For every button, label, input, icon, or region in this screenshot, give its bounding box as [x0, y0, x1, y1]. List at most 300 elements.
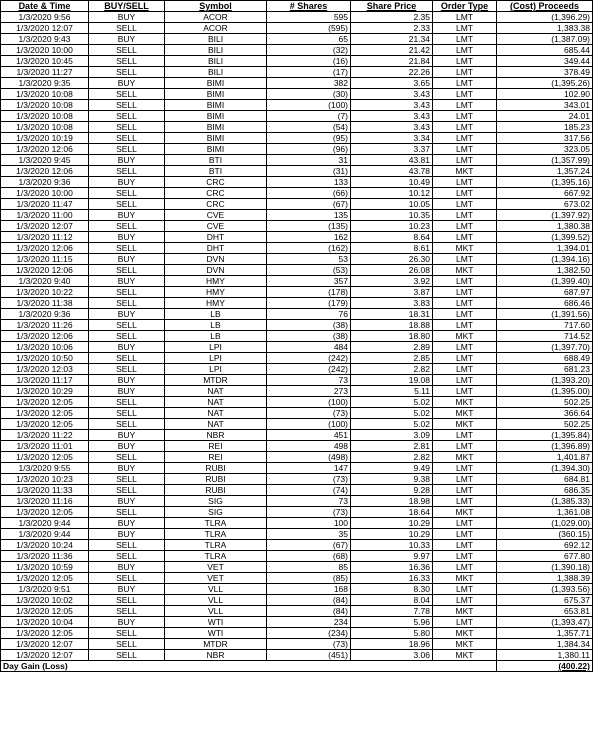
order-type-cell: MKT: [433, 507, 497, 518]
symbol-cell: RUBI: [165, 485, 267, 496]
cost-proceeds-cell: (1,393.47): [497, 617, 593, 628]
cost-proceeds-cell: (1,029.00): [497, 518, 593, 529]
order-type-cell: LMT: [433, 551, 497, 562]
shares-cell: (242): [267, 364, 351, 375]
order-type-cell: LMT: [433, 67, 497, 78]
symbol-cell: DHT: [165, 232, 267, 243]
share-price-cell: 19.08: [351, 375, 433, 386]
share-price-cell: 9.49: [351, 463, 433, 474]
share-price-cell: 10.12: [351, 188, 433, 199]
buy-sell-cell: BUY: [89, 617, 165, 628]
date-time-cell: 1/3/2020 10:50: [1, 353, 89, 364]
date-time-cell: 1/3/2020 9:36: [1, 309, 89, 320]
shares-cell: (95): [267, 133, 351, 144]
header-share-price: Share Price: [351, 1, 433, 12]
table-row: [1, 298, 593, 309]
order-type-cell: MKT: [433, 408, 497, 419]
symbol-cell: HMY: [165, 287, 267, 298]
symbol-cell: CRC: [165, 199, 267, 210]
cost-proceeds-cell: (1,395.16): [497, 177, 593, 188]
shares-cell: (73): [267, 507, 351, 518]
date-time-cell: 1/3/2020 10:04: [1, 617, 89, 628]
date-time-cell: 1/3/2020 9:55: [1, 463, 89, 474]
symbol-cell: ACOR: [165, 23, 267, 34]
order-type-cell: LMT: [433, 89, 497, 100]
buy-sell-cell: BUY: [89, 254, 165, 265]
shares-cell: 65: [267, 34, 351, 45]
symbol-cell: BIMI: [165, 111, 267, 122]
date-time-cell: 1/3/2020 11:36: [1, 551, 89, 562]
order-type-cell: MKT: [433, 331, 497, 342]
cost-proceeds-cell: 688.49: [497, 353, 593, 364]
symbol-cell: LPI: [165, 342, 267, 353]
table-row: [1, 276, 593, 287]
table-row: [1, 617, 593, 628]
symbol-cell: LPI: [165, 364, 267, 375]
share-price-cell: 3.83: [351, 298, 433, 309]
share-price-cell: 3.43: [351, 89, 433, 100]
shares-cell: 76: [267, 309, 351, 320]
buy-sell-cell: SELL: [89, 595, 165, 606]
table-row: [1, 144, 593, 155]
share-price-cell: 9.28: [351, 485, 433, 496]
order-type-cell: LMT: [433, 309, 497, 320]
shares-cell: 73: [267, 496, 351, 507]
order-type-cell: LMT: [433, 617, 497, 628]
order-type-cell: LMT: [433, 177, 497, 188]
date-time-cell: 1/3/2020 12:07: [1, 23, 89, 34]
table-row: [1, 23, 593, 34]
cost-proceeds-cell: (1,387.09): [497, 34, 593, 45]
date-time-cell: 1/3/2020 11:22: [1, 430, 89, 441]
symbol-cell: BIMI: [165, 133, 267, 144]
symbol-cell: DVN: [165, 265, 267, 276]
table-row: [1, 45, 593, 56]
shares-cell: (242): [267, 353, 351, 364]
shares-cell: 100: [267, 518, 351, 529]
shares-cell: (7): [267, 111, 351, 122]
cost-proceeds-cell: 1,401.87: [497, 452, 593, 463]
shares-cell: (31): [267, 166, 351, 177]
cost-proceeds-cell: (1,393.20): [497, 375, 593, 386]
order-type-cell: LMT: [433, 23, 497, 34]
table-row: [1, 595, 593, 606]
table-row: [1, 309, 593, 320]
table-row: [1, 56, 593, 67]
symbol-cell: NBR: [165, 650, 267, 661]
order-type-cell: LMT: [433, 353, 497, 364]
buy-sell-cell: SELL: [89, 89, 165, 100]
buy-sell-cell: SELL: [89, 540, 165, 551]
symbol-cell: CVE: [165, 221, 267, 232]
shares-cell: (135): [267, 221, 351, 232]
table-row: [1, 177, 593, 188]
date-time-cell: 1/3/2020 10:45: [1, 56, 89, 67]
date-time-cell: 1/3/2020 12:05: [1, 397, 89, 408]
share-price-cell: 43.81: [351, 155, 433, 166]
symbol-cell: LB: [165, 320, 267, 331]
shares-cell: 168: [267, 584, 351, 595]
buy-sell-cell: BUY: [89, 309, 165, 320]
share-price-cell: 9.97: [351, 551, 433, 562]
order-type-cell: MKT: [433, 397, 497, 408]
shares-cell: (100): [267, 397, 351, 408]
share-price-cell: 2.85: [351, 353, 433, 364]
buy-sell-cell: BUY: [89, 12, 165, 23]
table-row: [1, 265, 593, 276]
table-row: [1, 243, 593, 254]
date-time-cell: 1/3/2020 12:07: [1, 650, 89, 661]
shares-cell: 498: [267, 441, 351, 452]
shares-cell: (54): [267, 122, 351, 133]
cost-proceeds-cell: 692.12: [497, 540, 593, 551]
order-type-cell: LMT: [433, 199, 497, 210]
share-price-cell: 26.08: [351, 265, 433, 276]
shares-cell: (100): [267, 419, 351, 430]
header-order-type: Order Type: [433, 1, 497, 12]
share-price-cell: 2.33: [351, 23, 433, 34]
order-type-cell: LMT: [433, 45, 497, 56]
shares-cell: 382: [267, 78, 351, 89]
buy-sell-cell: SELL: [89, 419, 165, 430]
table-row: [1, 441, 593, 452]
date-time-cell: 1/3/2020 12:06: [1, 166, 89, 177]
table-row: [1, 485, 593, 496]
symbol-cell: NAT: [165, 408, 267, 419]
symbol-cell: SIG: [165, 496, 267, 507]
share-price-cell: 8.04: [351, 595, 433, 606]
symbol-cell: HMY: [165, 276, 267, 287]
shares-cell: (73): [267, 408, 351, 419]
table-row: [1, 375, 593, 386]
symbol-cell: VLL: [165, 606, 267, 617]
date-time-cell: 1/3/2020 10:29: [1, 386, 89, 397]
date-time-cell: 1/3/2020 12:06: [1, 243, 89, 254]
date-time-cell: 1/3/2020 9:56: [1, 12, 89, 23]
share-price-cell: 8.61: [351, 243, 433, 254]
order-type-cell: LMT: [433, 430, 497, 441]
date-time-cell: 1/3/2020 10:00: [1, 188, 89, 199]
table-row: [1, 320, 593, 331]
cost-proceeds-cell: 687.97: [497, 287, 593, 298]
buy-sell-cell: SELL: [89, 133, 165, 144]
cost-proceeds-cell: 502.25: [497, 397, 593, 408]
symbol-cell: BILI: [165, 56, 267, 67]
table-row: [1, 419, 593, 430]
order-type-cell: LMT: [433, 474, 497, 485]
buy-sell-cell: BUY: [89, 78, 165, 89]
shares-cell: (30): [267, 89, 351, 100]
cost-proceeds-cell: 673.02: [497, 199, 593, 210]
share-price-cell: 5.80: [351, 628, 433, 639]
order-type-cell: LMT: [433, 320, 497, 331]
shares-cell: 273: [267, 386, 351, 397]
table-row: [1, 573, 593, 584]
date-time-cell: 1/3/2020 10:59: [1, 562, 89, 573]
order-type-cell: LMT: [433, 562, 497, 573]
date-time-cell: 1/3/2020 10:19: [1, 133, 89, 144]
header-symbol: Symbol: [165, 1, 267, 12]
share-price-cell: 2.35: [351, 12, 433, 23]
symbol-cell: VET: [165, 562, 267, 573]
date-time-cell: 1/3/2020 10:23: [1, 474, 89, 485]
date-time-cell: 1/3/2020 11:01: [1, 441, 89, 452]
buy-sell-cell: SELL: [89, 111, 165, 122]
cost-proceeds-cell: 317.56: [497, 133, 593, 144]
order-type-cell: LMT: [433, 122, 497, 133]
order-type-cell: LMT: [433, 111, 497, 122]
order-type-cell: LMT: [433, 276, 497, 287]
date-time-cell: 1/3/2020 10:06: [1, 342, 89, 353]
cost-proceeds-cell: (1,394.16): [497, 254, 593, 265]
table-row: [1, 507, 593, 518]
table-row: [1, 221, 593, 232]
symbol-cell: ACOR: [165, 12, 267, 23]
order-type-cell: LMT: [433, 232, 497, 243]
table-row: [1, 67, 593, 78]
symbol-cell: DVN: [165, 254, 267, 265]
order-type-cell: LMT: [433, 496, 497, 507]
cost-proceeds-cell: 714.52: [497, 331, 593, 342]
order-type-cell: MKT: [433, 243, 497, 254]
shares-cell: 147: [267, 463, 351, 474]
order-type-cell: LMT: [433, 133, 497, 144]
cost-proceeds-cell: (1,399.52): [497, 232, 593, 243]
symbol-cell: CRC: [165, 177, 267, 188]
order-type-cell: MKT: [433, 639, 497, 650]
buy-sell-cell: SELL: [89, 199, 165, 210]
date-time-cell: 1/3/2020 11:38: [1, 298, 89, 309]
share-price-cell: 18.98: [351, 496, 433, 507]
table-row: [1, 463, 593, 474]
date-time-cell: 1/3/2020 9:45: [1, 155, 89, 166]
date-time-cell: 1/3/2020 12:05: [1, 408, 89, 419]
share-price-cell: 5.11: [351, 386, 433, 397]
shares-cell: (451): [267, 650, 351, 661]
buy-sell-cell: SELL: [89, 606, 165, 617]
shares-cell: (84): [267, 595, 351, 606]
buy-sell-cell: BUY: [89, 386, 165, 397]
order-type-cell: LMT: [433, 518, 497, 529]
share-price-cell: 8.64: [351, 232, 433, 243]
date-time-cell: 1/3/2020 11:27: [1, 67, 89, 78]
share-price-cell: 2.82: [351, 364, 433, 375]
buy-sell-cell: SELL: [89, 122, 165, 133]
cost-proceeds-cell: 102.90: [497, 89, 593, 100]
buy-sell-cell: SELL: [89, 100, 165, 111]
shares-cell: 85: [267, 562, 351, 573]
cost-proceeds-cell: (1,391.56): [497, 309, 593, 320]
buy-sell-cell: BUY: [89, 177, 165, 188]
order-type-cell: MKT: [433, 628, 497, 639]
order-type-cell: MKT: [433, 650, 497, 661]
date-time-cell: 1/3/2020 10:08: [1, 122, 89, 133]
table-row: [1, 562, 593, 573]
cost-proceeds-cell: 677.80: [497, 551, 593, 562]
shares-cell: (38): [267, 331, 351, 342]
share-price-cell: 16.36: [351, 562, 433, 573]
symbol-cell: NAT: [165, 386, 267, 397]
date-time-cell: 1/3/2020 12:07: [1, 221, 89, 232]
table-row: [1, 166, 593, 177]
table-row: [1, 155, 593, 166]
table-row: [1, 474, 593, 485]
date-time-cell: 1/3/2020 12:05: [1, 507, 89, 518]
shares-cell: 35: [267, 529, 351, 540]
cost-proceeds-cell: (1,396.89): [497, 441, 593, 452]
cost-proceeds-cell: 323.05: [497, 144, 593, 155]
table-row: [1, 89, 593, 100]
cost-proceeds-cell: (1,395.84): [497, 430, 593, 441]
date-time-cell: 1/3/2020 12:07: [1, 639, 89, 650]
date-time-cell: 1/3/2020 11:12: [1, 232, 89, 243]
table-row: [1, 408, 593, 419]
cost-proceeds-cell: 1,361.08: [497, 507, 593, 518]
symbol-cell: BTI: [165, 155, 267, 166]
trade-rows: [1, 12, 593, 661]
shares-cell: (96): [267, 144, 351, 155]
header-date-time: Date & Time: [1, 1, 89, 12]
share-price-cell: 2.81: [351, 441, 433, 452]
shares-cell: (498): [267, 452, 351, 463]
share-price-cell: 10.29: [351, 518, 433, 529]
symbol-cell: CVE: [165, 210, 267, 221]
shares-cell: (179): [267, 298, 351, 309]
symbol-cell: TLRA: [165, 551, 267, 562]
share-price-cell: 3.09: [351, 430, 433, 441]
table-row: [1, 397, 593, 408]
buy-sell-cell: SELL: [89, 56, 165, 67]
cost-proceeds-cell: 685.44: [497, 45, 593, 56]
share-price-cell: 22.26: [351, 67, 433, 78]
buy-sell-cell: SELL: [89, 221, 165, 232]
symbol-cell: BIMI: [165, 144, 267, 155]
date-time-cell: 1/3/2020 10:24: [1, 540, 89, 551]
table-row: [1, 452, 593, 463]
cost-proceeds-cell: 1,388.39: [497, 573, 593, 584]
buy-sell-cell: SELL: [89, 144, 165, 155]
date-time-cell: 1/3/2020 9:43: [1, 34, 89, 45]
share-price-cell: 18.64: [351, 507, 433, 518]
share-price-cell: 3.43: [351, 111, 433, 122]
symbol-cell: BIMI: [165, 100, 267, 111]
buy-sell-cell: BUY: [89, 518, 165, 529]
buy-sell-cell: SELL: [89, 331, 165, 342]
order-type-cell: MKT: [433, 265, 497, 276]
table-row: [1, 111, 593, 122]
shares-cell: 53: [267, 254, 351, 265]
share-price-cell: 16.33: [351, 573, 433, 584]
shares-cell: (178): [267, 287, 351, 298]
symbol-cell: LB: [165, 331, 267, 342]
cost-proceeds-cell: (1,395.00): [497, 386, 593, 397]
symbol-cell: NAT: [165, 397, 267, 408]
order-type-cell: LMT: [433, 287, 497, 298]
order-type-cell: LMT: [433, 254, 497, 265]
date-time-cell: 1/3/2020 10:22: [1, 287, 89, 298]
share-price-cell: 3.37: [351, 144, 433, 155]
symbol-cell: NAT: [165, 419, 267, 430]
share-price-cell: 3.06: [351, 650, 433, 661]
date-time-cell: 1/3/2020 10:02: [1, 595, 89, 606]
buy-sell-cell: BUY: [89, 276, 165, 287]
symbol-cell: CRC: [165, 188, 267, 199]
buy-sell-cell: SELL: [89, 298, 165, 309]
buy-sell-cell: SELL: [89, 639, 165, 650]
shares-cell: (162): [267, 243, 351, 254]
shares-cell: (67): [267, 199, 351, 210]
table-row: [1, 12, 593, 23]
shares-cell: (74): [267, 485, 351, 496]
buy-sell-cell: SELL: [89, 243, 165, 254]
order-type-cell: LMT: [433, 155, 497, 166]
table-row: [1, 133, 593, 144]
buy-sell-cell: BUY: [89, 496, 165, 507]
cost-proceeds-cell: (1,399.40): [497, 276, 593, 287]
symbol-cell: LB: [165, 309, 267, 320]
share-price-cell: 3.34: [351, 133, 433, 144]
shares-cell: 595: [267, 12, 351, 23]
symbol-cell: HMY: [165, 298, 267, 309]
buy-sell-cell: BUY: [89, 430, 165, 441]
date-time-cell: 1/3/2020 12:03: [1, 364, 89, 375]
buy-sell-cell: BUY: [89, 529, 165, 540]
shares-cell: (16): [267, 56, 351, 67]
symbol-cell: RUBI: [165, 463, 267, 474]
symbol-cell: WTI: [165, 617, 267, 628]
share-price-cell: 9.38: [351, 474, 433, 485]
buy-sell-cell: SELL: [89, 485, 165, 496]
buy-sell-cell: BUY: [89, 375, 165, 386]
order-type-cell: MKT: [433, 166, 497, 177]
symbol-cell: WTI: [165, 628, 267, 639]
table-row: [1, 628, 593, 639]
order-type-cell: LMT: [433, 386, 497, 397]
symbol-cell: LPI: [165, 353, 267, 364]
share-price-cell: 3.43: [351, 122, 433, 133]
date-time-cell: 1/3/2020 12:05: [1, 452, 89, 463]
shares-cell: (73): [267, 474, 351, 485]
order-type-cell: LMT: [433, 34, 497, 45]
order-type-cell: LMT: [433, 375, 497, 386]
order-type-cell: LMT: [433, 100, 497, 111]
date-time-cell: 1/3/2020 12:06: [1, 331, 89, 342]
date-time-cell: 1/3/2020 11:47: [1, 199, 89, 210]
cost-proceeds-cell: (1,393.56): [497, 584, 593, 595]
buy-sell-cell: SELL: [89, 507, 165, 518]
symbol-cell: VLL: [165, 584, 267, 595]
cost-proceeds-cell: 1,380.11: [497, 650, 593, 661]
shares-cell: (595): [267, 23, 351, 34]
buy-sell-cell: BUY: [89, 342, 165, 353]
buy-sell-cell: SELL: [89, 188, 165, 199]
share-price-cell: 5.02: [351, 419, 433, 430]
symbol-cell: TLRA: [165, 540, 267, 551]
cost-proceeds-cell: 667.92: [497, 188, 593, 199]
shares-cell: 357: [267, 276, 351, 287]
shares-cell: (67): [267, 540, 351, 551]
date-time-cell: 1/3/2020 12:05: [1, 419, 89, 430]
cost-proceeds-cell: (1,385.33): [497, 496, 593, 507]
order-type-cell: LMT: [433, 56, 497, 67]
shares-cell: (84): [267, 606, 351, 617]
date-time-cell: 1/3/2020 9:36: [1, 177, 89, 188]
shares-cell: (66): [267, 188, 351, 199]
table-row: [1, 122, 593, 133]
buy-sell-cell: BUY: [89, 463, 165, 474]
shares-cell: 31: [267, 155, 351, 166]
share-price-cell: 10.23: [351, 221, 433, 232]
